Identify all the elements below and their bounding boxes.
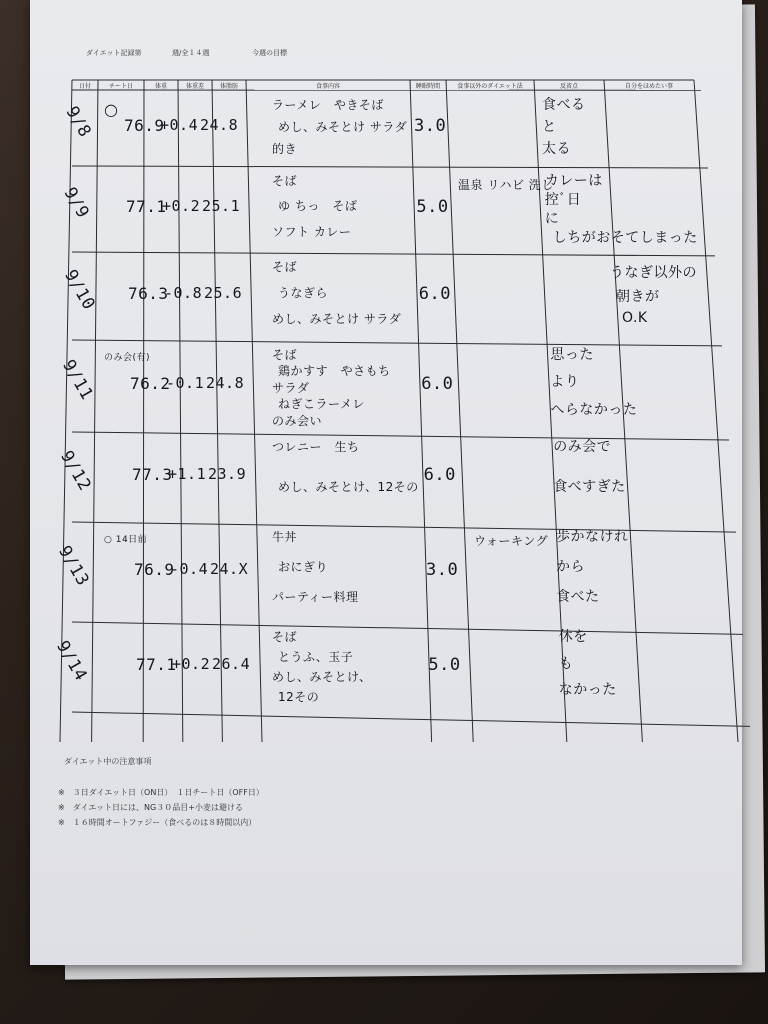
meal-line: そば [272,630,298,644]
meal-line: めし、みそとけ、 [272,670,372,684]
other-method-cell: ウォーキング [474,534,549,548]
date-cell: 9/14 [52,637,91,685]
reflection-line: のみ会で [553,439,612,455]
sheet-header [58,42,698,62]
column-header: 体脂肪 [219,83,239,90]
column-header: 睡眠時間 [415,83,441,90]
reflection-line: カレーは [544,173,603,189]
weight-diff-cell: -0.1 [166,374,205,392]
weight-cell: 76.9 [134,560,175,579]
body-fat-cell: 23.9 [208,465,247,483]
date-cell: 9/13 [54,542,93,590]
reflection-line: より [550,374,580,391]
sleep-hours-cell: 3.0 [426,560,459,580]
cheat-cell: のみ会(有) [104,353,151,363]
meal-line: サラダ [272,380,310,395]
meal-line: とうふ、玉子 [278,650,354,664]
meal-line: 鶏かすす やさもち [278,364,391,379]
meal-line: 牛丼 [272,530,298,544]
note-item-3: ※ １６時間オートファジー（食べるのは８時間以内） [58,818,257,827]
meal-line: めし、みそとけ サラダ [278,120,408,134]
sleep-hours-cell: 6.0 [421,374,454,394]
weight-diff-cell: +1.1 [168,465,207,483]
weight-cell: 76.2 [130,374,171,393]
reflection-line: に [544,211,560,227]
weight-cell: 77.1 [126,197,167,216]
reflection-line: なかった [558,682,617,699]
weight-diff-cell: +0.2 [172,655,211,673]
meal-line: 的き [272,142,298,156]
sleep-hours-cell: 6.0 [423,465,456,485]
reflection-line: 控ﾞ日 [544,192,582,208]
column-header: 反省点 [559,83,579,90]
sleep-hours-cell: 3.0 [414,116,447,136]
meal-line: めし、みそとけ、12その [278,480,419,494]
date-cell: 9/8 [61,103,95,141]
column-header: 食事内容 [315,83,341,90]
weight-cell: 76.9 [124,116,165,135]
meal-line: おにぎり [278,560,329,574]
meal-line: うなぎら [278,286,329,300]
note-item-2: ※ ダイエット日には、NG３０品目+小麦は避ける [58,803,243,812]
meal-line: 12その [278,690,320,704]
meal-line: めし、みそとけ サラダ [272,312,402,326]
body-fat-cell: 25.6 [204,284,243,302]
weight-diff-cell: -0.4 [170,560,209,578]
sleep-hours-cell: 5.0 [416,197,449,217]
praise-line: 朝きが [616,289,660,305]
date-cell: 9/9 [59,184,93,222]
column-header: 自分をほめたい事 [624,83,674,90]
cheat-cell: ○ [104,100,119,119]
weight-cell: 77.3 [132,465,173,484]
reflection-line: 歩かなけれ [556,529,629,545]
praise-line: O.K [622,310,648,326]
body-fat-cell: 26.4 [212,655,251,673]
column-header: 食事以外のダイエット法 [457,83,523,90]
note-item-1: ※ ３日ダイエット日（ON日） １日チート日（OFF日） [58,788,264,797]
date-cell: 9/12 [56,447,95,495]
weight-cell: 76.3 [128,284,169,303]
weight-cell: 77.1 [136,655,177,674]
column-header: チート日 [108,83,134,90]
meal-line: のみ会い [272,413,323,428]
column-header: 日付 [78,83,92,90]
column-header: 体重差 [185,83,205,90]
reflection-line: へらなかった [550,401,638,418]
sleep-hours-cell: 6.0 [418,284,452,304]
meal-line: ねぎこラーメレ [278,397,365,412]
reflection-line: 食べる [542,97,586,113]
meal-line: ソフト カレー [272,224,352,239]
meal-line: つレニー 生ち [272,440,360,454]
body-fat-cell: 24.8 [200,116,239,134]
praise-line: うなぎ以外の [610,265,697,281]
week-label: 週/全１４週 [172,49,210,57]
body-fat-cell: 25.1 [202,197,241,215]
reflection-line: と [542,119,557,135]
meal-line: そば [272,348,298,362]
column-header: 体重 [154,83,168,90]
reflection-line: 食べた [556,589,600,605]
body-fat-cell: 24.X [210,560,249,578]
reflection-line: 思った [550,347,594,363]
date-cell: 9/10 [60,266,99,314]
reflection-line: 休を [558,629,588,645]
meal-line: ゆ ちっ そば [278,199,358,214]
reflection-line: 食べすぎた [553,479,626,495]
reflection-line: 太る [542,141,571,157]
meal-line: そば [272,174,298,188]
weight-diff-cell: +0.4 [160,116,199,134]
reflection-line: から [556,559,585,575]
reflection-line: しちがおそてしまった [552,230,698,246]
meal-line: そば [272,260,298,274]
body-fat-cell: 24.8 [206,374,245,392]
notes-section [58,756,264,828]
cheat-cell: ○ 14日前 [104,535,148,545]
notes-title: ダイエット中の注意事項 [64,757,152,766]
sleep-hours-cell: 5.0 [428,655,461,675]
weight-diff-cell: -0.8 [164,284,203,302]
weight-diff-cell: +0.2 [162,197,201,215]
reflection-line: も [558,655,574,672]
goal-label: 今週の目標 [252,49,287,57]
date-cell: 9/11 [58,356,97,404]
meal-line: ラーメレ やきそば [272,98,384,112]
other-method-cell: 温泉 リハビ 洗し [458,178,554,192]
record-title: ダイエット記録第 [86,49,142,57]
meal-line: パーティー料理 [272,590,359,604]
